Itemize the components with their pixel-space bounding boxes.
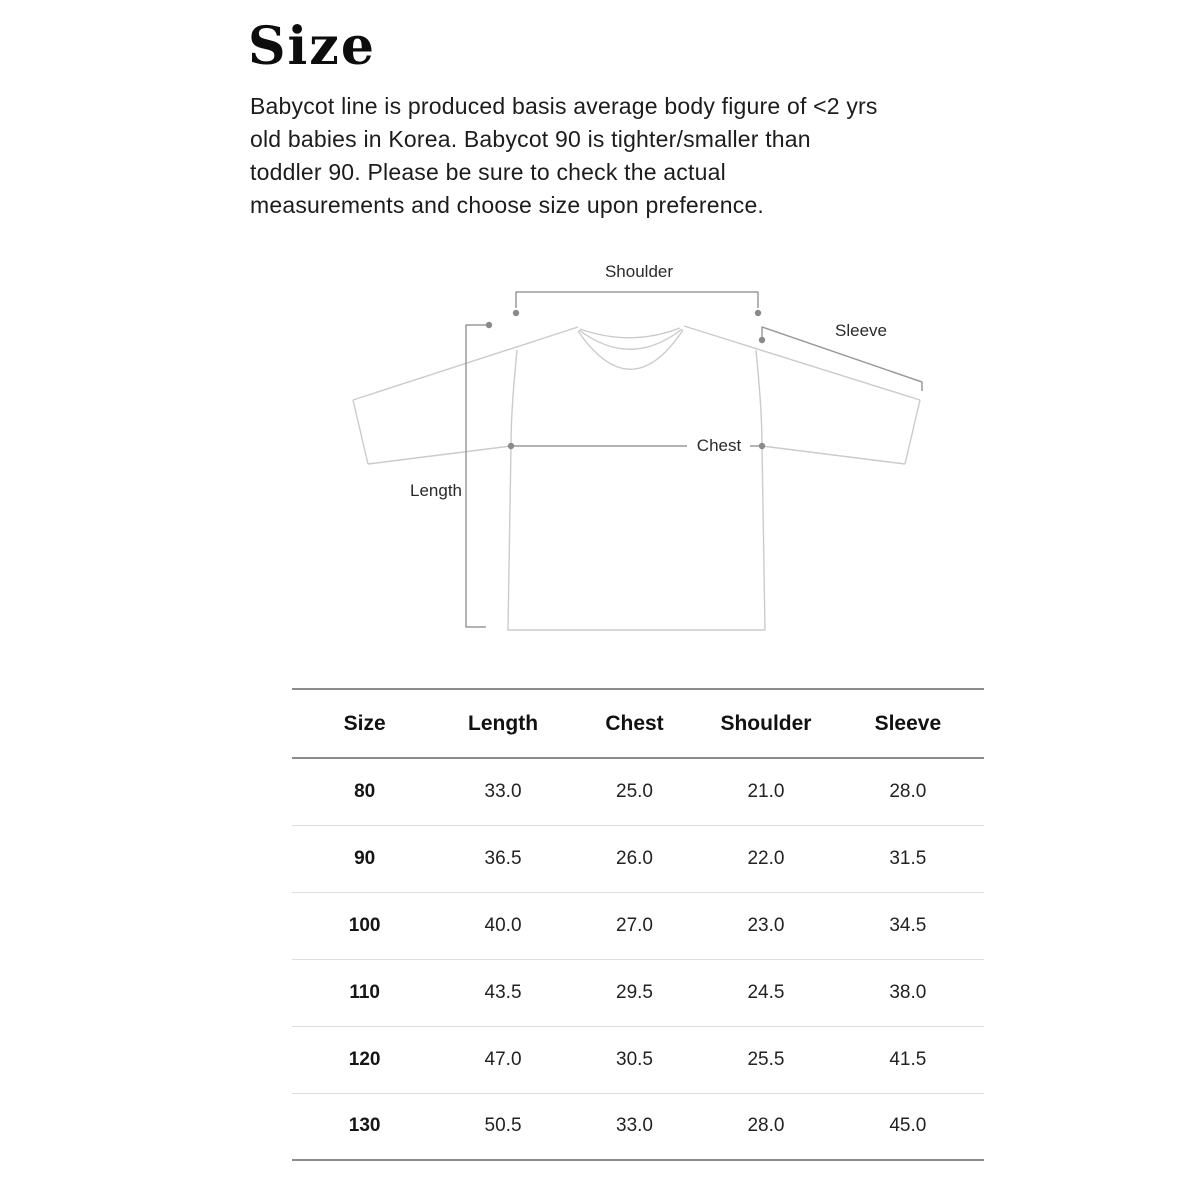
- diagram-label-sleeve: Sleeve: [835, 321, 887, 340]
- cell-size: 80: [292, 758, 437, 825]
- cell-sleeve: 45.0: [832, 1093, 984, 1160]
- column-header-sleeve: Sleeve: [832, 689, 984, 758]
- cell-size: 100: [292, 892, 437, 959]
- diagram-label-shoulder: Shoulder: [604, 262, 674, 281]
- cell-shoulder: 22.0: [700, 825, 831, 892]
- tshirt-outline: [353, 326, 920, 630]
- cell-chest: 25.0: [569, 758, 700, 825]
- cell-shoulder: 28.0: [700, 1093, 831, 1160]
- description-line: Babycot line is produced basis average body figure of <2 yrs: [250, 93, 878, 119]
- column-header-shoulder: Shoulder: [700, 689, 831, 758]
- cell-length: 40.0: [437, 892, 568, 959]
- page-title: Size: [248, 16, 376, 77]
- description-line: measurements and choose size upon preference.: [250, 192, 765, 218]
- length-measure-line: [466, 325, 486, 627]
- cell-chest: 26.0: [569, 825, 700, 892]
- size-table: [292, 688, 984, 1161]
- column-header-length: Length: [437, 689, 568, 758]
- cell-chest: 33.0: [569, 1093, 700, 1160]
- cell-size: 90: [292, 825, 437, 892]
- table-row: [292, 1093, 984, 1160]
- table-row: [292, 959, 984, 1026]
- cell-size: 130: [292, 1093, 437, 1160]
- shoulder-measure-line: [516, 292, 758, 308]
- column-header-size: Size: [292, 689, 437, 758]
- cell-length: 43.5: [437, 959, 568, 1026]
- description-line: old babies in Korea. Babycot 90 is tighter/smaller than: [250, 126, 811, 152]
- cell-length: 33.0: [437, 758, 568, 825]
- cell-length: 50.5: [437, 1093, 568, 1160]
- cell-sleeve: 34.5: [832, 892, 984, 959]
- table-row: [292, 758, 984, 825]
- measurement-diagram: [330, 250, 950, 680]
- cell-shoulder: 24.5: [700, 959, 831, 1026]
- description-line: toddler 90. Please be sure to check the actual: [250, 159, 726, 185]
- cell-size: 110: [292, 959, 437, 1026]
- cell-length: 47.0: [437, 1026, 568, 1093]
- cell-sleeve: 41.5: [832, 1026, 984, 1093]
- measurement-dots: [486, 310, 765, 449]
- table-row: [292, 825, 984, 892]
- table-row: [292, 1026, 984, 1093]
- table-header-row: [292, 689, 984, 758]
- cell-chest: 29.5: [569, 959, 700, 1026]
- table-row: [292, 892, 984, 959]
- cell-length: 36.5: [437, 825, 568, 892]
- cell-size: 120: [292, 1026, 437, 1093]
- cell-sleeve: 28.0: [832, 758, 984, 825]
- tshirt-diagram-drawing: [330, 250, 950, 680]
- diagram-label-length: Length: [410, 481, 462, 500]
- description-paragraph: [250, 90, 878, 222]
- cell-chest: 30.5: [569, 1026, 700, 1093]
- cell-shoulder: 21.0: [700, 758, 831, 825]
- cell-sleeve: 31.5: [832, 825, 984, 892]
- cell-shoulder: 25.5: [700, 1026, 831, 1093]
- column-header-chest: Chest: [569, 689, 700, 758]
- cell-shoulder: 23.0: [700, 892, 831, 959]
- measurement-lines: [466, 292, 922, 627]
- diagram-label-chest: Chest: [696, 436, 742, 455]
- cell-chest: 27.0: [569, 892, 700, 959]
- cell-sleeve: 38.0: [832, 959, 984, 1026]
